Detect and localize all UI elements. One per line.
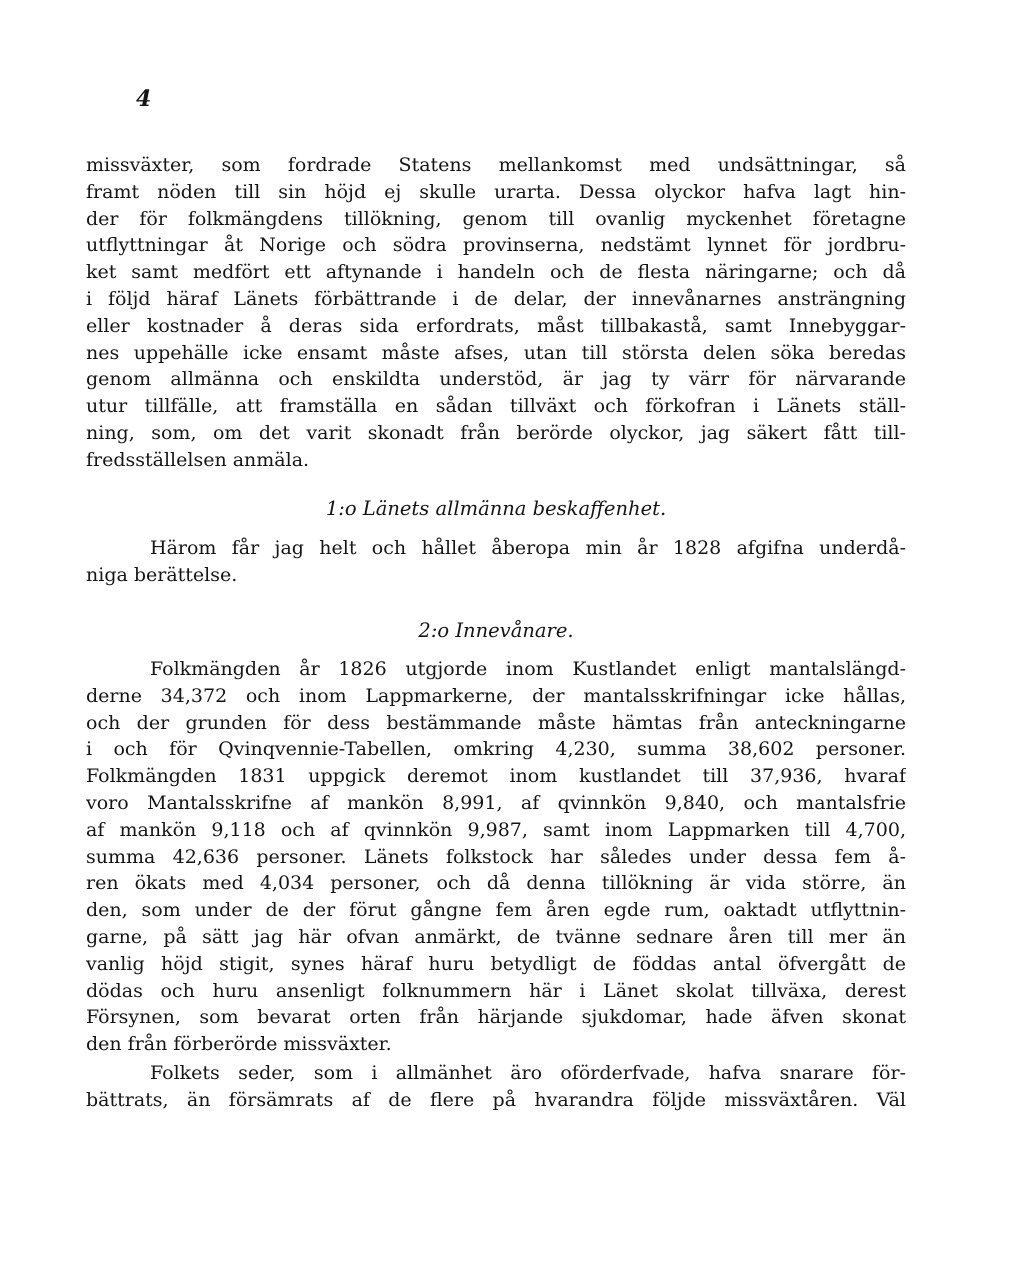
text-line: niga berättelse. <box>86 563 238 586</box>
text-line: derne 34,372 och inom Lappmarkerne, der mantalsskrifningar icke hållas, <box>86 684 906 707</box>
text-line: nes uppehälle icke ensamt måste afses, utan till största delen söka beredas <box>86 341 906 364</box>
text-line: ket samt medfört ett aftynande i handeln och de flesta näringarne; och då <box>86 261 906 284</box>
text-line: der för folkmängdens tillökning, genom till ovanlig myckenhet företagne <box>86 207 906 230</box>
text-line: utur tillfälle, att framställa en sådan tillväxt och förkofran i Länets ställ- <box>86 395 906 418</box>
text-line: Försynen, som bevarat orten från härjande sjukdomar, hade äfven skonat <box>86 1006 906 1029</box>
text-line: ren ökats med 4,034 personer, och då denna tillökning är vida större, än <box>86 872 906 895</box>
paragraph-morals <box>86 1060 906 1114</box>
text-line: och der grunden för dess bestämmande måste hämtas från anteckningarne <box>86 711 906 734</box>
text-line: af mankön 9,118 och af qvinnkön 9,987, samt inom Lappmarken till 4,700, <box>86 818 906 841</box>
text-line: ning, som, om det varit skonadt från berörde olyckor, jag säkert fått till- <box>86 421 906 444</box>
text-line: dödas och huru ansenligt folknummern här i Länet skolat tillväxa, derest <box>86 979 906 1002</box>
page-number: 4 <box>136 86 152 112</box>
paragraph-beskaffenhet <box>86 535 906 589</box>
text-line: bättrats, än försämrats af de flere på hvarandra följde missväxtåren. Väl <box>86 1088 906 1111</box>
text-line: fredsställelsen anmäla. <box>86 448 310 471</box>
text-line: Folkmängden år 1826 utgjorde inom Kustlandet enligt mantalslängd- <box>150 658 906 680</box>
text-line: eller kostnader å deras sida erfordrats, måst tillbakastå, samt Innebyggar- <box>86 314 906 337</box>
text-line: Härom får jag helt och hållet åberopa min år 1828 afgifna underdå- <box>150 537 906 559</box>
text-line: missväxter, som fordrade Statens mellankomst med undsättningar, så <box>86 154 906 176</box>
text-line: i följd häraf Länets förbättrande i de delar, der innevånarnes ansträngning <box>86 287 906 310</box>
text-line: Folkmängden 1831 uppgick deremot inom kustlandet till 37,936, hvaraf <box>86 765 906 788</box>
text-line: den, som under de der förut gångne fem åren egde rum, oaktadt utflyttnin- <box>86 899 906 922</box>
text-line: utflyttningar åt Norige och södra provinserna, nedstämt lynnet för jordbru- <box>86 234 906 257</box>
paragraph-population <box>86 656 906 1058</box>
paragraph-misfortunes <box>86 152 906 474</box>
text-line: Folkets seder, som i allmänhet äro oförderfvade, hafva snarare för- <box>150 1062 906 1084</box>
text-line: garne, på sätt jag här ofvan anmärkt, de tvänne sednare åren till mer än <box>86 925 906 948</box>
text-line: framt nöden till sin höjd ej skulle urarta. Dessa olyckor hafva lagt hin- <box>86 180 906 203</box>
section-heading-lanets-beskaffenhet: 1:o Länets allmänna beskaffenhet. <box>325 497 667 520</box>
text-line: i och för Qvinqvennie-Tabellen, omkring 4,230, summa 38,602 personer. <box>86 738 906 761</box>
text-line: den från förberörde missväxter. <box>86 1033 392 1056</box>
text-line: voro Mantalsskrifne af mankön 8,991, af qvinnkön 9,840, och mantalsfrie <box>86 791 906 814</box>
text-line: genom allmänna och enskildta understöd, är jag ty värr för närvarande <box>86 368 906 391</box>
text-line: vanlig höjd stigit, synes häraf huru betydligt de föddas antal öfvergått de <box>86 952 906 975</box>
text-line: summa 42,636 personer. Länets folkstock har således under dessa fem å- <box>86 845 906 868</box>
section-heading-innevanare: 2:o Innevånare. <box>418 619 574 642</box>
